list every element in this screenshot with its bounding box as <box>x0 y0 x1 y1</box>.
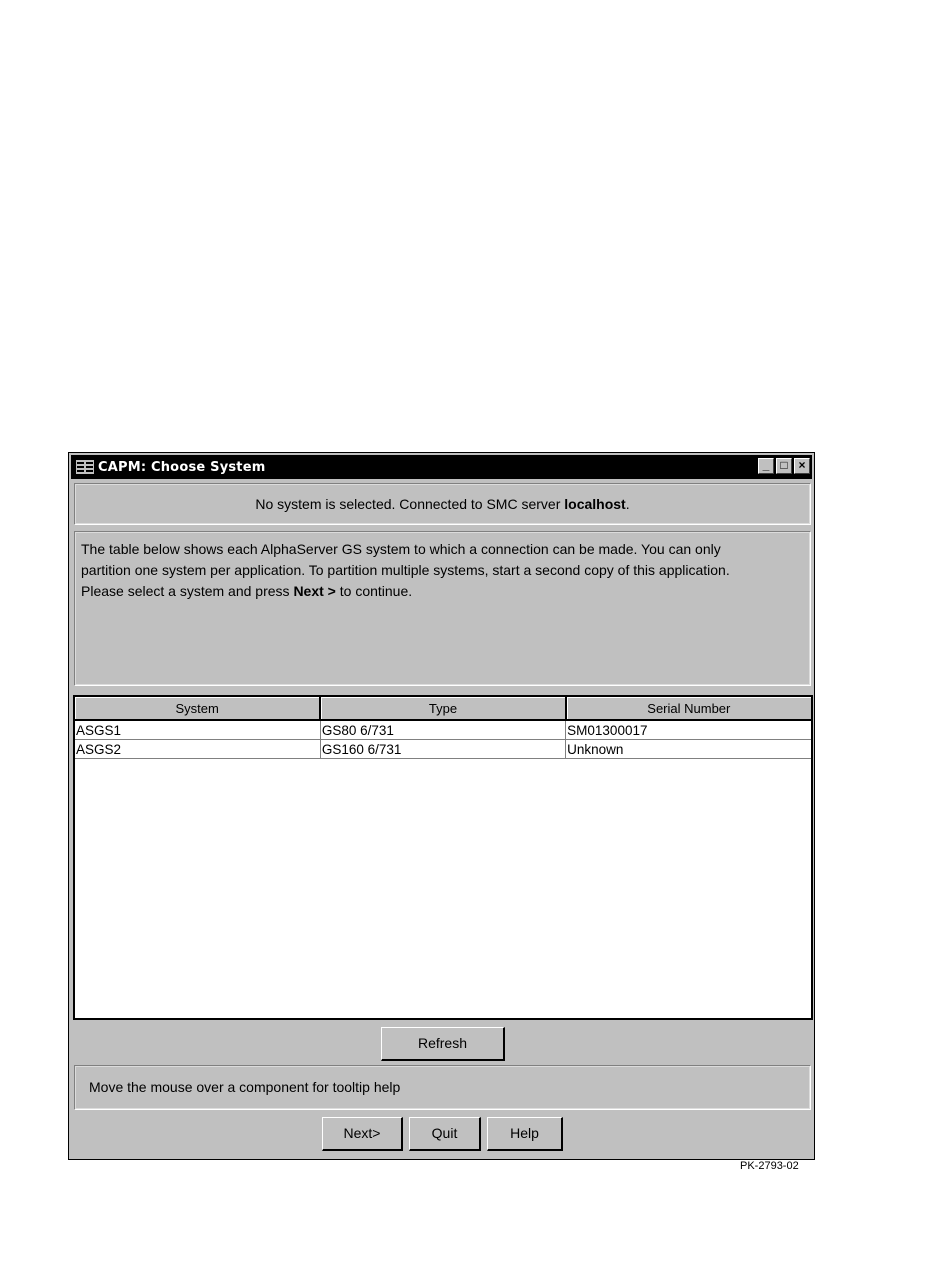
table-row[interactable] <box>75 720 811 740</box>
maximize-button[interactable]: □ <box>776 458 792 474</box>
connection-status <box>74 483 811 525</box>
server-name: localhost <box>564 496 626 512</box>
column-header-serial-number[interactable]: Serial Number <box>566 697 811 720</box>
cell-serial[interactable]: SM01300017 <box>566 720 811 740</box>
window-title: CAPM: Choose System <box>98 459 266 475</box>
cell-type[interactable]: GS160 6/731 <box>320 740 565 759</box>
cell-type[interactable]: GS80 6/731 <box>320 720 565 740</box>
title-bar[interactable] <box>71 455 812 479</box>
help-button[interactable]: Help <box>487 1117 563 1151</box>
table-row[interactable] <box>75 740 811 759</box>
systems-table[interactable] <box>73 695 813 1020</box>
tooltip-help-bar <box>74 1065 811 1110</box>
instructions-line-2: partition one system per application. To partition multiple systems, start a second copy of this application. <box>81 562 730 578</box>
status-suffix: . <box>625 496 630 512</box>
refresh-button[interactable]: Refresh <box>381 1027 505 1061</box>
window-controls <box>758 458 810 474</box>
minimize-button[interactable]: _ <box>758 458 774 474</box>
tooltip-text: Move the mouse over a component for tooltip help <box>89 1079 401 1095</box>
figure-id: PK-2793-02 <box>740 1160 799 1172</box>
column-header-type[interactable]: Type <box>320 697 565 720</box>
column-header-system[interactable]: System <box>75 697 320 720</box>
status-text: No system is selected. Connected to SMC server <box>255 496 565 512</box>
instructions-panel <box>74 531 811 686</box>
cell-system[interactable]: ASGS2 <box>75 740 320 759</box>
instructions-line-3: Please select a system and press Next > to continue. <box>81 583 413 599</box>
app-menu-icon[interactable] <box>75 459 95 475</box>
instructions-line-1: The table below shows each AlphaServer GS system to which a connection can be made. You can only <box>81 541 721 557</box>
next-button[interactable]: Next> <box>322 1117 403 1151</box>
cell-serial[interactable]: Unknown <box>566 740 811 759</box>
capm-window <box>68 452 815 1160</box>
close-button[interactable]: × <box>794 458 810 474</box>
quit-button[interactable]: Quit <box>409 1117 481 1151</box>
cell-system[interactable]: ASGS1 <box>75 720 320 740</box>
